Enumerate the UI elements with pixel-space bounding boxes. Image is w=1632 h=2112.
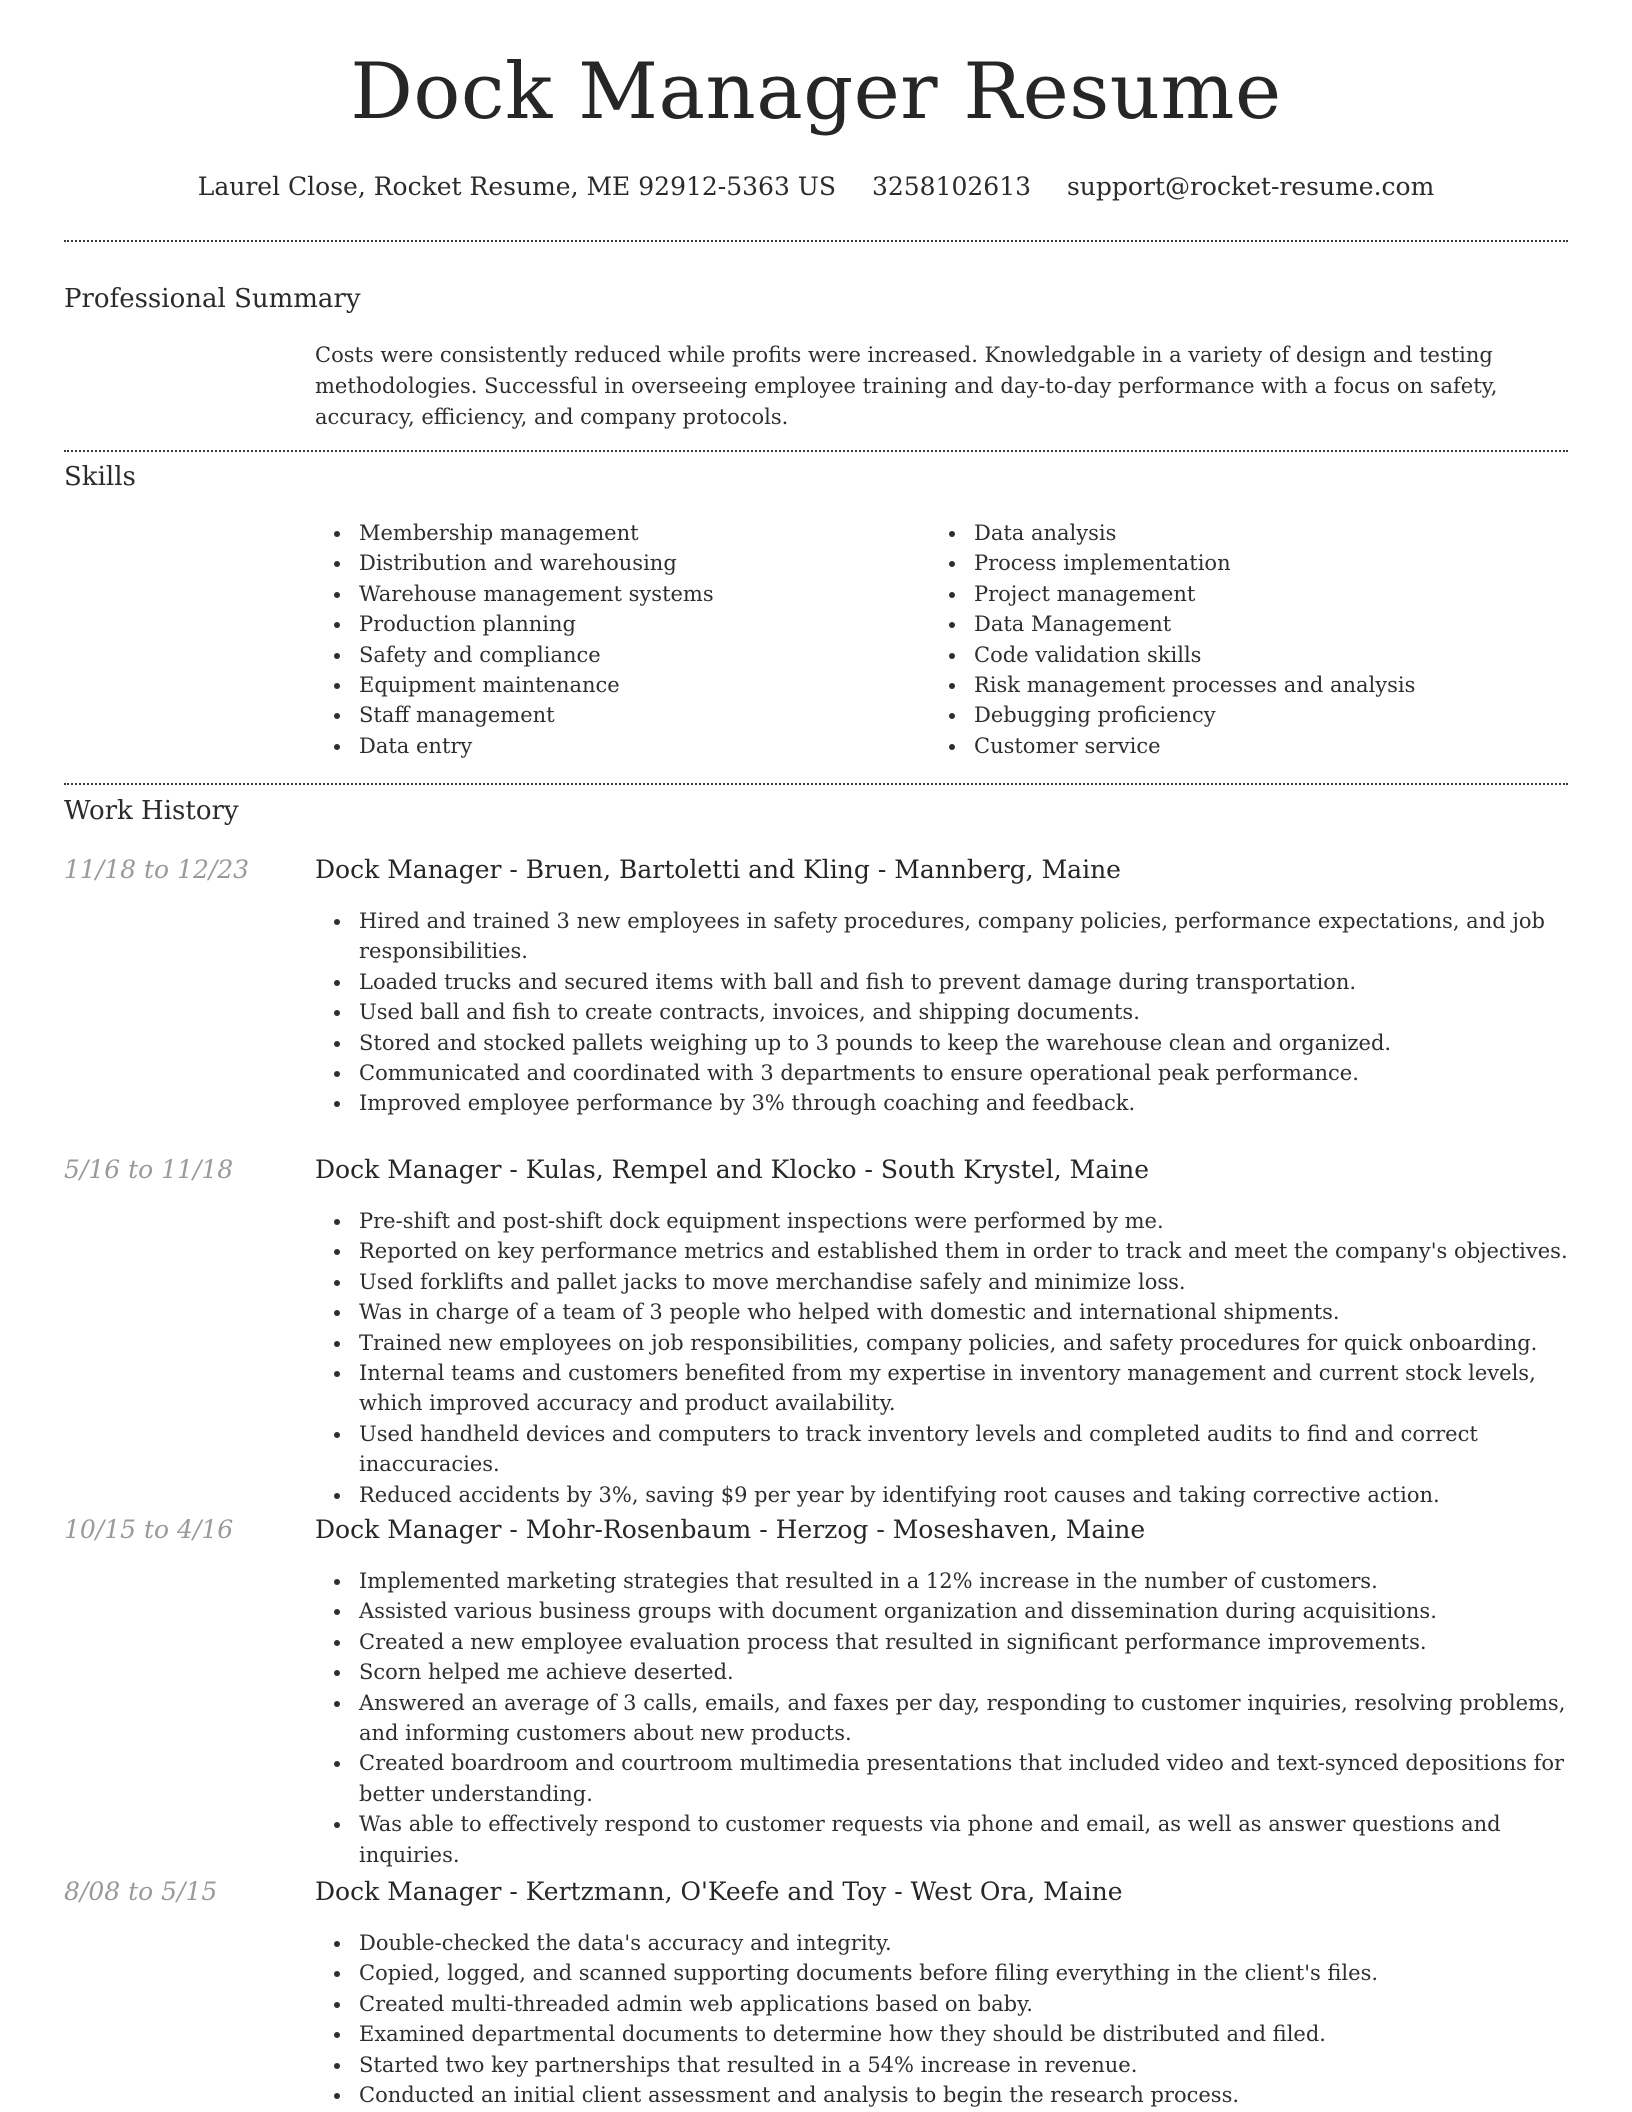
- contact-line: [64, 172, 1568, 202]
- section-divider: [64, 240, 1568, 242]
- skills-list-right: [930, 518, 1545, 761]
- skill-item: Data analysis: [930, 518, 1545, 548]
- job-bullets: [315, 1928, 1568, 2110]
- job-bullet: Used ball and fish to create contracts, invoices, and shipping documents.: [315, 997, 1568, 1027]
- job-bullet: Stored and stocked pallets weighing up to 3 pounds to keep the warehouse clean and organized.: [315, 1028, 1568, 1058]
- job-bullet: Created boardroom and courtroom multimedia presentations that included video and text-synced depositions for better understanding.: [315, 1748, 1568, 1809]
- job-bullet: Reported on key performance metrics and established them in order to track and meet the company's objectives.: [315, 1236, 1568, 1266]
- job-bullet: Hired and trained 3 new employees in safety procedures, company policies, performance expectations, and job responsibilities.: [315, 906, 1568, 967]
- skills-heading: Skills: [64, 462, 136, 492]
- skills-list-left: [315, 518, 930, 761]
- summary-text: Costs were consistently reduced while profits were increased. Knowledgable in a variety of design and testing methodologies. Successful in overseeing employee training and day-to-day performance with a focus on safety, accuracy, efficiency, and company protocols.: [315, 343, 1498, 429]
- job-title: Dock Manager - Kertzmann, O'Keefe and Toy - West Ora, Maine: [315, 1877, 1123, 1906]
- job-bullet: Communicated and coordinated with 3 departments to ensure operational peak performance.: [315, 1058, 1568, 1088]
- skill-item: Customer service: [930, 731, 1545, 761]
- section-divider: [64, 783, 1568, 785]
- job-bullet: Used handheld devices and computers to track inventory levels and completed audits to find and correct inaccuracies.: [315, 1419, 1568, 1480]
- skill-item: Safety and compliance: [315, 640, 930, 670]
- skill-item: Production planning: [315, 609, 930, 639]
- job-bullet: Internal teams and customers benefited from my expertise in inventory management and current stock levels, which improved accuracy and product availability.: [315, 1358, 1568, 1419]
- job-dates: 5/16 to 11/18: [64, 1155, 234, 1184]
- job-bullets: [315, 906, 1568, 1119]
- job-bullet: Created a new employee evaluation process that resulted in significant performance improvements.: [315, 1627, 1568, 1657]
- job-title: Dock Manager - Bruen, Bartoletti and Kling - Mannberg, Maine: [315, 855, 1121, 884]
- job-bullets: [315, 1566, 1568, 1870]
- skill-item: Equipment maintenance: [315, 670, 930, 700]
- skill-item: Code validation skills: [930, 640, 1545, 670]
- job-bullet: Double-checked the data's accuracy and integrity.: [315, 1928, 1568, 1958]
- job-bullets: [315, 1206, 1568, 1510]
- section-divider: [64, 450, 1568, 452]
- skill-item: Data entry: [315, 731, 930, 761]
- skill-item: Debugging proficiency: [930, 700, 1545, 730]
- skill-item: Project management: [930, 579, 1545, 609]
- job-bullet: Trained new employees on job responsibilities, company policies, and safety procedures for quick onboarding.: [315, 1328, 1568, 1358]
- job-bullet: Was in charge of a team of 3 people who helped with domestic and international shipments.: [315, 1297, 1568, 1327]
- skill-item: Membership management: [315, 518, 930, 548]
- contact-email: support@rocket-resume.com: [1066, 172, 1435, 201]
- job-dates: 8/08 to 5/15: [64, 1877, 218, 1906]
- job-bullet: Used forklifts and pallet jacks to move merchandise safely and minimize loss.: [315, 1267, 1568, 1297]
- job-bullet: Examined departmental documents to determine how they should be distributed and filed.: [315, 2019, 1568, 2049]
- skill-item: Risk management processes and analysis: [930, 670, 1545, 700]
- job-title: Dock Manager - Kulas, Rempel and Klocko - South Krystel, Maine: [315, 1155, 1150, 1184]
- job-bullet: Loaded trucks and secured items with ball and fish to prevent damage during transportation.: [315, 967, 1568, 997]
- contact-address: Laurel Close, Rocket Resume, ME 92912-5363 US: [197, 172, 836, 201]
- job-bullet: Was able to effectively respond to customer requests via phone and email, as well as answer questions and inquiries.: [315, 1809, 1568, 1870]
- skill-item: Warehouse management systems: [315, 579, 930, 609]
- job-bullet: Created multi-threaded admin web applications based on baby.: [315, 1989, 1568, 2019]
- job-bullet: Copied, logged, and scanned supporting documents before filing everything in the client's files.: [315, 1958, 1568, 1988]
- contact-phone: 3258102613: [871, 172, 1032, 201]
- job-title: Dock Manager - Mohr-Rosenbaum - Herzog - Moseshaven, Maine: [315, 1515, 1146, 1544]
- job-bullet: Improved employee performance by 3% through coaching and feedback.: [315, 1088, 1568, 1118]
- job-bullet: Implemented marketing strategies that resulted in a 12% increase in the number of customers.: [315, 1566, 1568, 1596]
- skill-item: Process implementation: [930, 548, 1545, 578]
- job-dates: 11/18 to 12/23: [64, 855, 250, 884]
- job-dates: 10/15 to 4/16: [64, 1515, 234, 1544]
- job-bullet: Scorn helped me achieve deserted.: [315, 1657, 1568, 1687]
- job-bullet: Assisted various business groups with document organization and dissemination during acquisitions.: [315, 1596, 1568, 1626]
- skill-item: Distribution and warehousing: [315, 548, 930, 578]
- job-bullet: Pre-shift and post-shift dock equipment inspections were performed by me.: [315, 1206, 1568, 1236]
- summary-heading: Professional Summary: [64, 284, 361, 314]
- skill-item: Staff management: [315, 700, 930, 730]
- job-bullet: Answered an average of 3 calls, emails, and faxes per day, responding to customer inquiries, resolving problems, and informing customers about new products.: [315, 1688, 1568, 1749]
- skill-item: Data Management: [930, 609, 1545, 639]
- job-bullet: Conducted an initial client assessment and analysis to begin the research process.: [315, 2080, 1568, 2110]
- job-bullet: Reduced accidents by 3%, saving $9 per year by identifying root causes and taking corrective action.: [315, 1480, 1568, 1510]
- work-history-heading: Work History: [64, 796, 239, 826]
- job-bullet: Started two key partnerships that resulted in a 54% increase in revenue.: [315, 2050, 1568, 2080]
- page-title: Dock Manager Resume: [350, 47, 1282, 137]
